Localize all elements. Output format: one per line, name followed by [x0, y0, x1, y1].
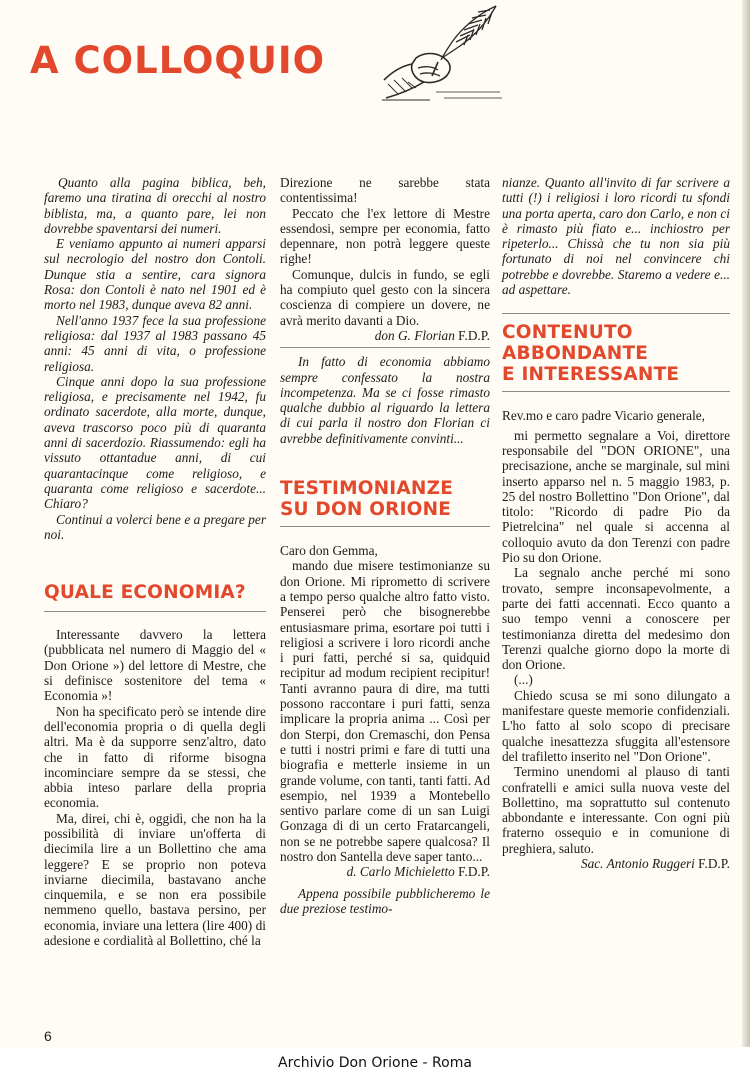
editorial-note: In fatto di economia abbiamo sempre confessato la nostra incompetenza. Ma se ci fosse rimasto qualche dubbio al riguardo la lettera di cui parla il nostro don Florian ci avrebbe definitivamente convinti...	[280, 354, 490, 446]
ruggeri-paragraph-2: La segnalo anche perché mi sono trovato, sempre inconsapevolmente, a parte dei fatti accennati. Ecco quanto a suo tempo venni a conoscere per testimonianza diretta del medesimo don Terenzi qualche giorno dopo la morte di don Orione.	[502, 565, 730, 673]
intro-paragraph-4: Cinque anni dopo la sua professione religiosa, e precisamente nel 1942, fu ordinato sacerdote, alla morte, dunque, aveva trascorso poco più di quaranta anni di sacerdozio. Riassumendo: egli ha vissuto ottantadue anni, di cui quarantacinque come religioso, e quaranta come religioso e sacerdote... Chiaro?	[44, 373, 266, 512]
heading-testimonianze-line-1: TESTIMONIANZE	[280, 478, 454, 500]
letter-body: mando due misere testimonianze su don Orione. Mi riprometto di scrivere a tempo perso qualche altro fatto visto. Penserei però che bisognerebbe entusiasmare prima, esortare poi tutti i religiosi a scrivere i loro ricordi anche i puri fatti, perché si sa, quidquid recipitur ad modum recipient recipitur! Tanti avranno paura di dire, ma tutti possono raccontare i puri fatti, senza implicare la propria anima ... Così per don Sterpi, don Cremaschi, don Pensa e tutti i nostri primi e fare di tutti una biografia e metterle insieme in un grande volume, con tanti, tanti fatti. Ad esempio, nel 1939 a Montebello sentivo parlare come di un san Luigi Gonzaga di di un certo Fratarcangeli, non se ne potrebbe sapere qualcosa? Il nostro don Santella deve saper tanto...	[280, 558, 490, 864]
masthead-title: A COLLOQUIO	[30, 39, 326, 82]
letter-greeting: Caro don Gemma,	[280, 543, 378, 559]
heading-contenuto-line-1: CONTENUTO	[502, 322, 633, 344]
heading-quale-economia: QUALE ECONOMIA?	[44, 582, 246, 604]
signature-ruggeri-name: Sac. Antonio Ruggeri	[580, 855, 695, 871]
signature-florian-name: don G. Florian	[374, 327, 455, 343]
signature-michieletto	[280, 864, 490, 879]
economia-paragraph-2: Non ha specificato però se intende dire dell'economia propria o di quella degli altri. Ma è da supporre senz'altro, dato che in fatto di riforme bisogna incominciare sempre da se stessi, che abbia inteso parlare della propria economia.	[44, 703, 266, 811]
letter-salutation: Rev.mo e caro padre Vicario generale,	[502, 408, 705, 424]
signature-ruggeri-suffix: F.D.P.	[698, 855, 730, 871]
column-2	[280, 175, 490, 916]
signature-michieletto-name: d. Carlo Michieletto	[346, 864, 455, 880]
heading-contenuto	[502, 322, 730, 385]
economia-paragraph-1: Interessante davvero la lettera (pubblicata nel numero di Maggio del « Don Orione ») del lettore di Mestre, che si definisce sostenitore del tema « Economia »!	[44, 627, 266, 704]
ruggeri-paragraph-3: Chiedo scusa se mi sono dilungato a manifestare queste memorie confidenziali. L'ho fatto al solo scopo di precisare qualche inesattezza sfuggita all'estensore del trafiletto inserito nel "Don Orione".	[502, 687, 730, 764]
heading-contenuto-line-3: E INTERESSANTE	[502, 364, 680, 386]
column-3	[502, 175, 730, 871]
intro-paragraph-3: Nell'anno 1937 fece la sua professione religiosa: dal 1937 al 1983 passano 45 anni: 45 anni di vita, o professione religiosa.	[44, 312, 266, 374]
intro-paragraph-2: E veniamo appunto ai numeri apparsi sul necrologio del nostro don Contoli. Dunque stia a sentire, cara signora Rosa: don Contoli è nato nel 1901 ed è morto nel 1983, dunque aveva 82 anni.	[44, 236, 266, 313]
economia-paragraph-4: Peccato che l'ex lettore di Mestre essendosi, sempre per economia, fatto depennare, non potrà leggere queste righe!	[280, 205, 490, 267]
economia-paragraph-3: Ma, direi, chi è, oggidì, che non ha la possibilità di inviare un'offerta di diecimila lire a un Bollettino che ama leggere? E se proprio non poteva inviarne diecimila, bastavano anche cinquemila, e se non era possibile nemmeno quello, bastava persino, per economia, inviare una lettera (lire 400) di adesione e cordialità al Bollettino, ché la	[44, 810, 266, 949]
heading-testimonianze	[280, 478, 490, 520]
archive-footer: Archivio Don Orione - Roma	[0, 1047, 750, 1079]
signature-florian-suffix: F.D.P.	[458, 327, 490, 343]
intro-paragraph-5: Continui a volerci bene e a pregare per noi.	[44, 511, 266, 542]
ruggeri-paragraph-1: mi permetto segnalare a Voi, direttore responsabile del "DON ORIONE", una precisazione, anche se marginale, sul mini inserto apparso nel n. 5 maggio 1983, p. 25 del nostro Bollettino "Don Orione", dal titolo: "Ricordo di padre Pio da Pietrelcina" nel quale si accenna al colloquio avuto da don Terenzi con padre Pio su don Orione.	[502, 427, 730, 566]
ruggeri-paragraph-4: Termino unendomi al plauso di tanti confratelli e amici sulla nuova veste del Bollettino, ma soprattutto sul contenuto abbondante e interessante. Con ogni più fraterno ossequio e in comunione di preghiera, saluto.	[502, 764, 730, 856]
quill-hand-icon	[378, 2, 506, 102]
signature-ruggeri	[502, 856, 730, 871]
page-number: 6	[44, 1028, 52, 1044]
column-1	[44, 175, 266, 948]
page-spine-shadow	[742, 0, 750, 1047]
economia-continuation: Direzione ne sarebbe stata contentissima!	[280, 175, 490, 206]
heading-contenuto-line-2: ABBONDANTE	[502, 343, 649, 365]
editorial-reply: Appena possibile pubblicheremo le due preziose testimo-	[280, 885, 490, 916]
heading-testimonianze-line-2: SU DON ORIONE	[280, 499, 452, 521]
signature-michieletto-suffix: F.D.P.	[458, 864, 490, 880]
signature-florian	[280, 328, 490, 343]
editorial-reply-continuation: nianze. Quanto all'invito di far scrivere a tutti (!) i religiosi i loro ricordi tu sfondi una porta aperta, caro don Carlo, e non ci è rimasto più fiato e... inchiostro per ripeterlo... Chissà che tu non sia più fortunato di noi nel convincere chi potrebbe e dovrebbe. Staremo a vedere e... ad aspettare.	[502, 175, 730, 298]
ruggeri-omission: (...)	[514, 672, 533, 688]
intro-paragraph-1: Quanto alla pagina biblica, beh, faremo una tiratina di orecchi al nostro biblista, ma, a quanto pare, lei non dovrebbe spaventarsi dei numeri.	[44, 175, 266, 236]
economia-paragraph-5: Comunque, dulcis in fundo, se egli ha compiuto quel gesto con la sincera coscienza di compiere un dovere, ne avrà merito davanti a Dio.	[280, 266, 490, 328]
